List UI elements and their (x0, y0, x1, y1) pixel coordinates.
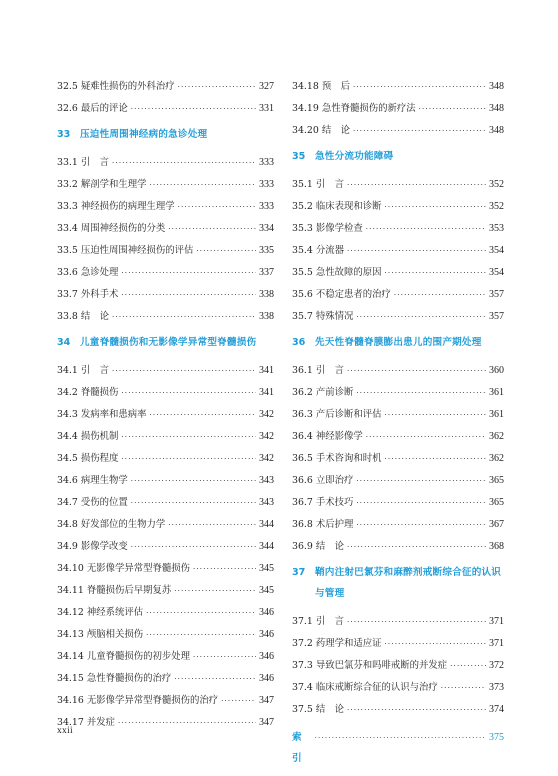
toc-entry[interactable] (292, 677, 504, 699)
toc-entry[interactable] (57, 712, 274, 734)
entry-title: 34.4 损伤机制 (57, 431, 119, 442)
entry-title: 35.3 影像学检查 (292, 223, 363, 234)
entry-page-number: 347 (259, 695, 274, 706)
toc-entry[interactable] (292, 382, 504, 404)
dot-leader (394, 284, 486, 306)
dot-leader (178, 76, 256, 98)
dot-leader (131, 470, 256, 492)
toc-entry[interactable] (57, 240, 274, 262)
index-entry[interactable] (292, 727, 504, 769)
dot-leader (384, 262, 486, 284)
toc-entry[interactable] (57, 580, 274, 602)
dot-leader (221, 690, 256, 712)
toc-entry[interactable] (57, 174, 274, 196)
entry-page-number: 333 (259, 201, 274, 212)
entry-title: 34.12 神经系统评估 (57, 607, 144, 618)
toc-entry[interactable] (57, 470, 274, 492)
entry-title: 34.2 脊髓损伤 (57, 387, 119, 398)
toc-entry[interactable] (292, 360, 504, 382)
entry-title: 36.1 引 言 (292, 365, 344, 376)
dot-leader (384, 196, 486, 218)
entry-title: 35.2 临床表现和诊断 (292, 201, 382, 212)
entry-page-number: 337 (259, 267, 274, 278)
entry-page-number: 338 (259, 311, 274, 322)
entry-page-number: 343 (259, 497, 274, 508)
dot-leader (118, 712, 256, 734)
toc-entry[interactable] (57, 152, 274, 174)
entry-title: 36.6 立即治疗 (292, 475, 354, 486)
chapter-number: 34 (57, 337, 71, 348)
entry-page-number: 341 (259, 365, 274, 376)
toc-entry[interactable] (292, 514, 504, 536)
dot-leader (193, 646, 256, 668)
dot-leader (347, 174, 486, 196)
entry-title: 33.2 解剖学和生理学 (57, 179, 147, 190)
dot-leader (356, 514, 486, 536)
chapter-number: 33 (57, 129, 71, 140)
toc-right-column (292, 76, 504, 776)
entry-page-number: 334 (259, 223, 274, 234)
entry-page-number: 344 (259, 519, 274, 530)
entry-title: 34.16 无影像学异常型脊髓损伤的治疗 (57, 695, 219, 706)
entry-title: 34.6 病理生物学 (57, 475, 128, 486)
dot-leader (347, 611, 486, 633)
entry-title: 35.6 不稳定患者的治疗 (292, 289, 391, 300)
dot-leader (450, 655, 486, 677)
chapter-title: 鞘内注射巴氯芬和麻醉剂戒断综合征的认识与管理 (315, 567, 502, 599)
entry-page-number: 375 (489, 732, 504, 743)
toc-entry[interactable] (57, 602, 274, 624)
chapter-heading[interactable] (292, 332, 504, 353)
entry-page-number: 348 (489, 103, 504, 114)
entry-page-number: 357 (489, 289, 504, 300)
entry-title: 34.15 急性脊髓损伤的治疗 (57, 673, 172, 684)
entry-title: 37.2 药理学和适应证 (292, 638, 382, 649)
dot-leader (168, 514, 256, 536)
dot-leader (347, 360, 486, 382)
toc-entry[interactable] (292, 76, 504, 98)
entry-page-number: 365 (489, 497, 504, 508)
dot-leader (384, 404, 486, 426)
entry-page-number: 368 (489, 541, 504, 552)
dot-leader (146, 624, 256, 646)
dot-leader (366, 218, 486, 240)
entry-page-number: 327 (259, 81, 274, 92)
entry-page-number: 331 (259, 103, 274, 114)
entry-page-number: 345 (259, 563, 274, 574)
entry-title: 34.11 脊髓损伤后早期复苏 (57, 585, 172, 596)
dot-leader (121, 382, 256, 404)
entry-page-number: 371 (489, 638, 504, 649)
entry-page-number: 360 (489, 365, 504, 376)
toc-entry[interactable] (57, 284, 274, 306)
chapter-heading[interactable] (57, 124, 274, 145)
toc-entry[interactable] (292, 262, 504, 284)
entry-title: 35.1 引 言 (292, 179, 344, 190)
toc-entry[interactable] (292, 536, 504, 558)
entry-page-number: 346 (259, 607, 274, 618)
dot-leader (384, 448, 486, 470)
chapter-heading[interactable] (292, 562, 504, 604)
dot-leader (174, 580, 256, 602)
entry-title: 32.5 疑难性损伤的外科治疗 (57, 81, 175, 92)
chapter-heading[interactable] (57, 332, 274, 353)
dot-leader (121, 426, 256, 448)
dot-leader (146, 602, 256, 624)
toc-entry[interactable] (57, 196, 274, 218)
toc-entry[interactable] (292, 426, 504, 448)
dot-leader (419, 98, 486, 120)
entry-title: 34.18 预 后 (292, 81, 350, 92)
dot-leader (347, 536, 486, 558)
toc-entry[interactable] (57, 426, 274, 448)
toc-entry[interactable] (292, 492, 504, 514)
dot-leader (112, 360, 256, 382)
toc-entry[interactable] (57, 492, 274, 514)
chapter-title: 压迫性周围神经病的急诊处理 (80, 129, 208, 140)
entry-page-number: 361 (489, 387, 504, 398)
entry-page-number: 352 (489, 179, 504, 190)
entry-title: 33.8 结 论 (57, 311, 109, 322)
dot-leader (131, 536, 256, 558)
toc-entry[interactable] (292, 218, 504, 240)
toc-entry[interactable] (57, 624, 274, 646)
toc-entry[interactable] (292, 699, 504, 721)
toc-entry[interactable] (57, 514, 274, 536)
entry-page-number: 338 (259, 289, 274, 300)
entry-title: 37.3 导致巴氯芬和吗啡戒断的并发症 (292, 660, 448, 671)
entry-page-number: 341 (259, 387, 274, 398)
entry-title: 33.3 神经损伤的病理生理学 (57, 201, 175, 212)
toc-entry[interactable] (292, 284, 504, 306)
toc-entry[interactable] (292, 240, 504, 262)
page-number: xxii (57, 726, 73, 736)
entry-page-number: 362 (489, 431, 504, 442)
entry-title: 35.5 急性故障的原因 (292, 267, 382, 278)
entry-page-number: 333 (259, 157, 274, 168)
chapter-title: 儿童脊髓损伤和无影像学异常型脊髓损伤 (80, 337, 257, 348)
dot-leader (315, 728, 486, 749)
dot-leader (112, 152, 256, 174)
entry-title: 34.9 影像学改变 (57, 541, 128, 552)
dot-leader (353, 76, 486, 98)
entry-title: 32.6 最后的评论 (57, 103, 128, 114)
dot-leader (168, 218, 256, 240)
entry-page-number: 362 (489, 453, 504, 464)
toc-entry[interactable] (292, 306, 504, 328)
entry-page-number: 354 (489, 267, 504, 278)
entry-page-number: 346 (259, 651, 274, 662)
toc-entry[interactable] (292, 120, 504, 142)
toc-entry[interactable] (57, 306, 274, 328)
entry-title: 34.20 结 论 (292, 125, 350, 136)
entry-title: 33.4 周围神经损伤的分类 (57, 223, 166, 234)
entry-title: 34.17 并发症 (57, 717, 115, 728)
toc-entry[interactable] (57, 668, 274, 690)
dot-leader (196, 240, 256, 262)
dot-leader (384, 633, 486, 655)
dot-leader (356, 306, 486, 328)
dot-leader (356, 382, 486, 404)
entry-page-number: 342 (259, 453, 274, 464)
toc-entry[interactable] (57, 558, 274, 580)
dot-leader (112, 306, 256, 328)
chapter-number: 37 (292, 567, 306, 578)
toc-entry[interactable] (292, 196, 504, 218)
dot-leader (131, 98, 256, 120)
entry-page-number: 361 (489, 409, 504, 420)
chapter-number: 36 (292, 337, 306, 348)
dot-leader (347, 240, 486, 262)
entry-page-number: 344 (259, 541, 274, 552)
chapter-number: 35 (292, 151, 306, 162)
dot-leader (441, 677, 486, 699)
entry-page-number: 342 (259, 409, 274, 420)
entry-title: 33.6 急诊处理 (57, 267, 119, 278)
entry-title: 37.4 临床戒断综合征的认识与治疗 (292, 682, 438, 693)
dot-leader (121, 284, 256, 306)
dot-leader (366, 426, 486, 448)
entry-page-number: 343 (259, 475, 274, 486)
entry-page-number: 357 (489, 311, 504, 322)
entry-title: 35.4 分流器 (292, 245, 344, 256)
dot-leader (356, 470, 486, 492)
entry-title: 36.5 手术咨询和时机 (292, 453, 382, 464)
entry-title: 34.1 引 言 (57, 365, 109, 376)
entry-title: 34.8 好发部位的生物力学 (57, 519, 166, 530)
entry-title: 35.7 特殊情况 (292, 311, 354, 322)
toc-entry[interactable] (292, 174, 504, 196)
toc-entry[interactable] (57, 98, 274, 120)
toc-entry[interactable] (292, 611, 504, 633)
dot-leader (347, 699, 486, 721)
entry-title: 36.7 手术技巧 (292, 497, 354, 508)
entry-title: 34.19 急性脊髓损伤的新疗法 (292, 103, 416, 114)
entry-title: 34.10 无影像学异常型脊髓损伤 (57, 563, 190, 574)
toc-entry[interactable] (57, 360, 274, 382)
toc-entry[interactable] (292, 98, 504, 120)
entry-page-number: 342 (259, 431, 274, 442)
entry-title: 34.7 受伤的位置 (57, 497, 128, 508)
entry-title: 36.3 产后诊断和评估 (292, 409, 382, 420)
entry-page-number: 345 (259, 585, 274, 596)
entry-page-number: 352 (489, 201, 504, 212)
toc-entry[interactable] (57, 404, 274, 426)
entry-title: 37.5 结 论 (292, 704, 344, 715)
chapter-title: 先天性脊髓脊膜膨出患儿的围产期处理 (315, 337, 482, 348)
dot-leader (353, 120, 486, 142)
entry-title: 36.8 术后护理 (292, 519, 354, 530)
entry-page-number: 346 (259, 673, 274, 684)
entry-page-number: 353 (489, 223, 504, 234)
dot-leader (178, 196, 256, 218)
entry-page-number: 333 (259, 179, 274, 190)
toc-entry[interactable] (292, 633, 504, 655)
entry-page-number: 354 (489, 245, 504, 256)
entry-page-number: 347 (259, 717, 274, 728)
entry-page-number: 374 (489, 704, 504, 715)
entry-title: 34.13 颅脑相关损伤 (57, 629, 144, 640)
entry-title: 33.1 引 言 (57, 157, 109, 168)
entry-title: 34.3 发病率和患病率 (57, 409, 147, 420)
entry-page-number: 372 (489, 660, 504, 671)
entry-page-number: 348 (489, 125, 504, 136)
entry-page-number: 365 (489, 475, 504, 486)
entry-title: 36.4 神经影像学 (292, 431, 363, 442)
entry-title: 33.5 压迫性周围神经损伤的评估 (57, 245, 194, 256)
toc-entry[interactable] (57, 690, 274, 712)
toc-entry[interactable] (57, 262, 274, 284)
toc-entry[interactable] (57, 218, 274, 240)
entry-page-number: 346 (259, 629, 274, 640)
toc-entry[interactable] (57, 382, 274, 404)
toc-entry[interactable] (57, 76, 274, 98)
toc-entry[interactable] (57, 448, 274, 470)
dot-leader (356, 492, 486, 514)
toc-entry[interactable] (292, 655, 504, 677)
chapter-heading[interactable] (292, 146, 504, 167)
entry-page-number: 348 (489, 81, 504, 92)
dot-leader (149, 174, 256, 196)
entry-title: 36.2 产前诊断 (292, 387, 354, 398)
entry-page-number: 373 (489, 682, 504, 693)
toc-entry[interactable] (292, 404, 504, 426)
dot-leader (121, 448, 256, 470)
entry-title: 36.9 结 论 (292, 541, 344, 552)
toc-entry[interactable] (292, 448, 504, 470)
dot-leader (131, 492, 256, 514)
toc-left-column (57, 76, 274, 734)
entry-page-number: 367 (489, 519, 504, 530)
dot-leader (174, 668, 256, 690)
toc-entry[interactable] (57, 646, 274, 668)
entry-page-number: 335 (259, 245, 274, 256)
dot-leader (149, 404, 256, 426)
entry-page-number: 371 (489, 616, 504, 627)
entry-title: 34.5 损伤程度 (57, 453, 119, 464)
dot-leader (121, 262, 256, 284)
dot-leader (193, 558, 256, 580)
entry-title: 33.7 外科手术 (57, 289, 119, 300)
toc-entry[interactable] (292, 470, 504, 492)
entry-title: 34.14 儿童脊髓损伤的初步处理 (57, 651, 190, 662)
entry-title: 37.1 引 言 (292, 616, 344, 627)
chapter-title: 急性分流功能障碍 (315, 151, 394, 162)
entry-title: 索 引 (292, 732, 312, 764)
toc-entry[interactable] (57, 536, 274, 558)
